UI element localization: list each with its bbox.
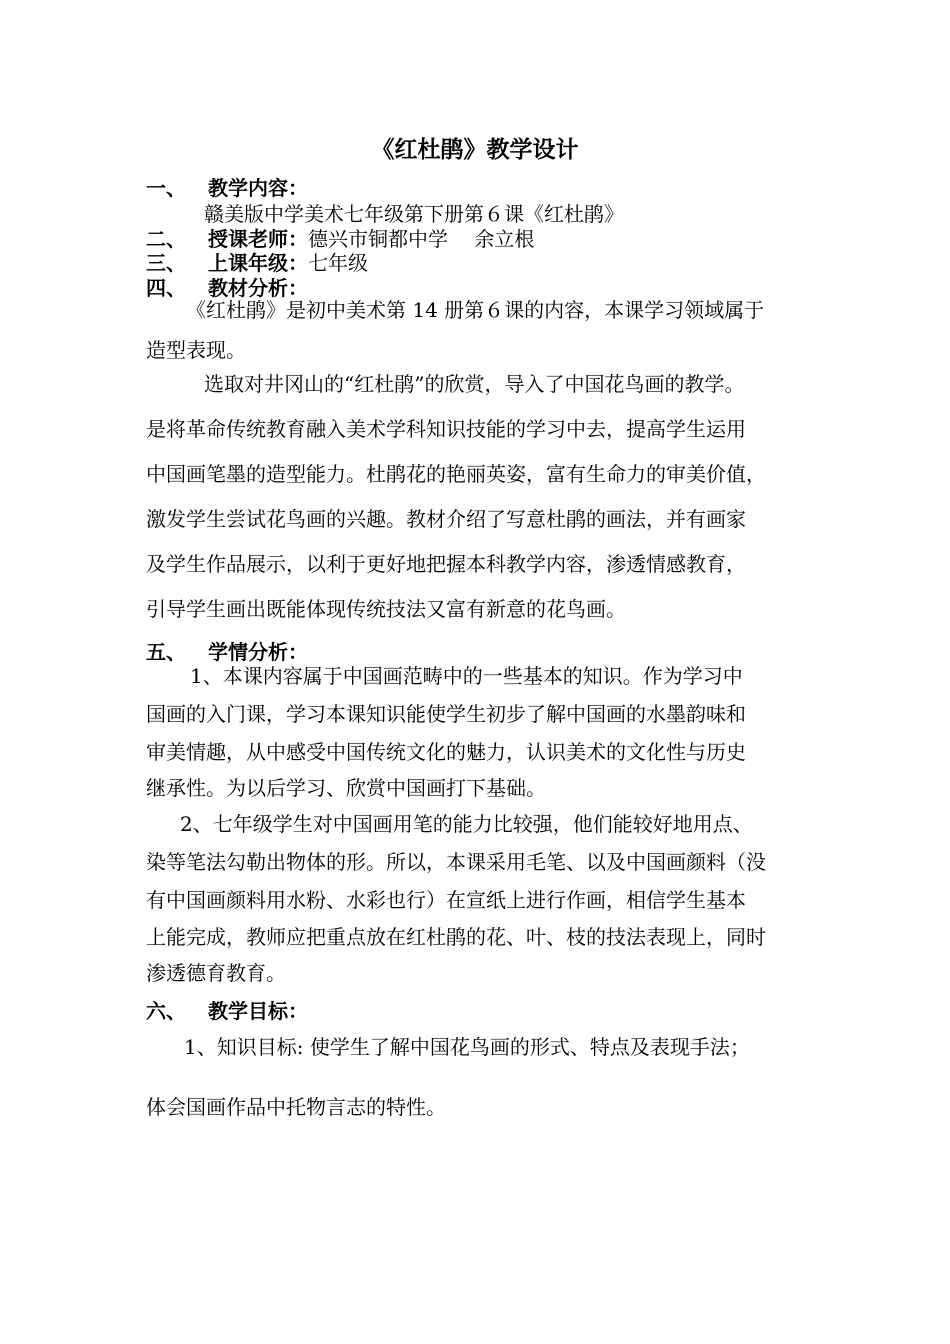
page-title: 《红杜鹃》教学设计 [371,136,579,163]
students-para-line: 染等笔法勾勒出物体的形。所以，本课采用毛笔、以及中国画颜料（没 [146,850,766,874]
section-label: 教材分析： [208,276,308,300]
section-heading-grade [146,251,368,275]
material-para-line: 选取对井冈山的“红杜鹃”的欣赏，导入了中国花鸟画的教学。 [204,372,745,396]
section-label: 学情分析： [208,640,308,664]
students-para-line: 继承性。为以后学习、欣赏中国画打下基础。 [146,776,546,800]
material-line: 《红杜鹃》是初中美术第 14 册第６课的内容，本课学习领域属于 [186,298,765,322]
students-para-line: 国画的入门课，学习本课知识能使学生初步了解中国画的水墨韵味和 [146,702,746,726]
section-number: 三、 [146,251,186,275]
material-para-line: 激发学生尝试花鸟画的兴趣。教材介绍了写意杜鹃的画法，并有画家 [146,507,746,531]
section-number: 六、 [146,999,186,1023]
section-number: 四、 [146,276,186,300]
section-number: 五、 [146,640,186,664]
section-label: 上课年级： [208,251,308,275]
section-label: 教学内容： [208,176,308,200]
students-para-line: 渗透德育教育。 [146,961,286,985]
students-para-line: 上能完成，教师应把重点放在红杜鹃的花、叶、枝的技法表现上，同时 [146,925,766,949]
material-para-line: 引导学生画出既能体现传统技法又富有新意的花鸟画。 [146,597,626,621]
students-para-line: 有中国画颜料用水粉、水彩也行）在宣纸上进行作画，相信学生基本 [146,888,746,912]
teacher-name: 德兴市铜都中学 余立根 [308,227,535,251]
section-heading-students [146,640,308,664]
objectives-line: 体会国画作品中托物言志的特性。 [146,1095,446,1119]
section-heading-content [146,176,308,200]
section-number: 二、 [146,227,186,251]
students-para-line: 1、本课内容属于中国画范畴中的一些基本的知识。作为学习中 [190,664,743,688]
material-para-line: 及学生作品展示，以利于更好地把握本科教学内容，渗透情感教育， [146,552,746,576]
students-para-line: 审美情趣，从中感受中国传统文化的魅力，认识美术的文化性与历史 [146,740,746,764]
content-text: 赣美版中学美术七年级第下册第６课《红杜鹃》 [204,202,624,226]
material-para-line: 中国画笔墨的造型能力。杜鹃花的艳丽英姿，富有生命力的审美价值， [146,462,766,486]
material-line: 造型表现。 [146,338,246,362]
section-label: 授课老师： [208,227,308,251]
section-heading-objectives [146,999,308,1023]
objectives-line: 1、知识目标: 使学生了解中国花鸟画的形式、特点及表现手法； [184,1035,750,1059]
students-para-line: 2、七年级学生对中国画用笔的能力比较强，他们能较好地用点、 [180,812,753,836]
section-heading-teacher [146,227,534,251]
grade-value: 七年级 [308,251,368,275]
material-para-line: 是将革命传统教育融入美术学科知识技能的学习中去，提高学生运用 [146,417,746,441]
section-number: 一、 [146,176,186,200]
section-label: 教学目标： [208,999,308,1023]
